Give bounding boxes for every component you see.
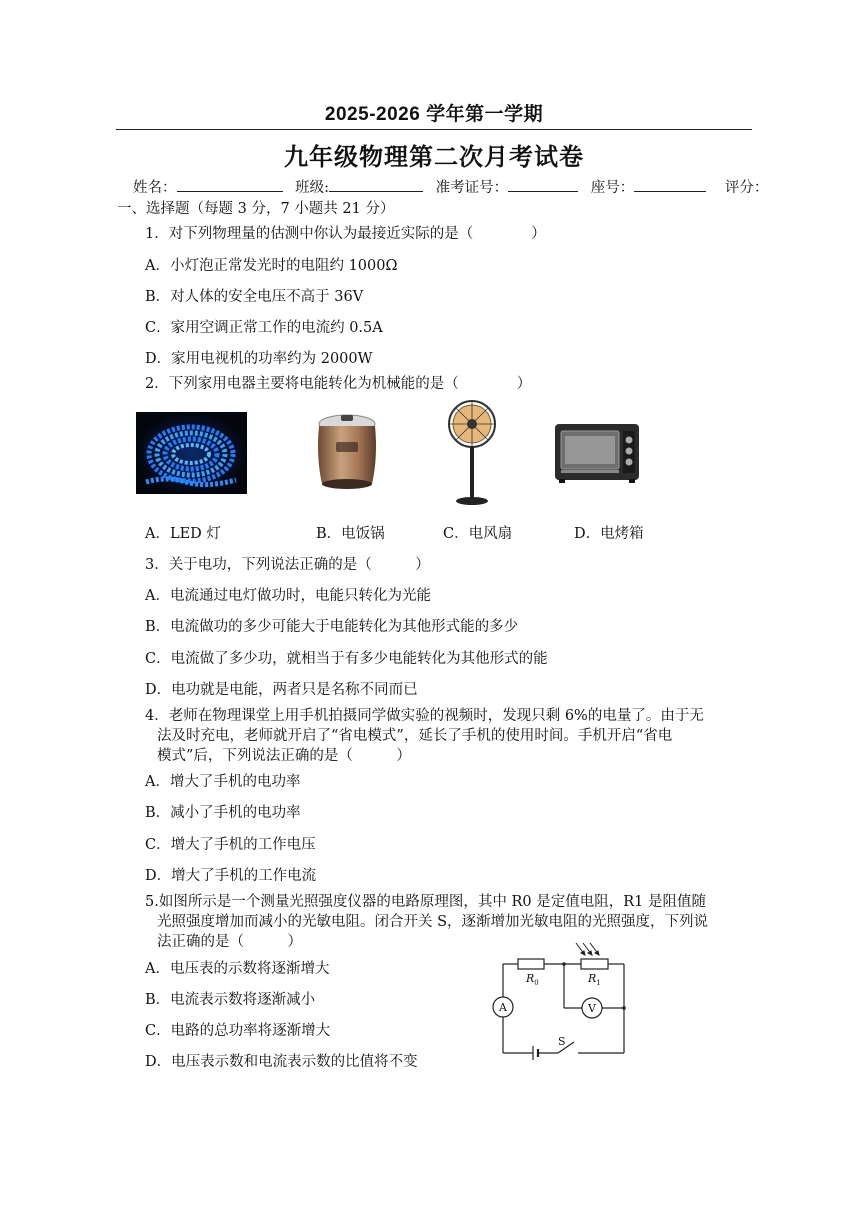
rice-cooker-icon xyxy=(312,412,382,492)
q2-option-c[interactable]: C．电风扇 xyxy=(443,526,513,542)
q5-stem-line2: 光照强度增加而减小的光敏电阻。闭合开关 S，逐渐增加光敏电阻的光照强度，下列说 xyxy=(157,914,709,930)
q1-option-b[interactable]: B．对人体的安全电压不高于 36V xyxy=(145,289,364,305)
name-label: 姓名： xyxy=(133,180,177,196)
exam-no-label: 准考证号： xyxy=(435,180,509,196)
rice-cooker-image xyxy=(312,412,382,492)
exam-no-field[interactable] xyxy=(508,177,578,192)
q2-option-a[interactable]: A．LED 灯 xyxy=(145,526,221,542)
q5-option-a[interactable]: A．电压表的示数将逐渐增大 xyxy=(145,961,330,977)
name-field[interactable] xyxy=(177,177,283,192)
electric-oven-image xyxy=(553,422,641,484)
q5-option-b[interactable]: B．电流表示数将逐渐减小 xyxy=(145,992,316,1008)
class-field[interactable] xyxy=(329,177,423,192)
q4-option-c[interactable]: C．增大了手机的工作电压 xyxy=(145,837,316,853)
r1-label: $R_1$ xyxy=(588,972,601,987)
q1-option-c[interactable]: C．家用空调正常工作的电流约 0.5A xyxy=(145,320,383,336)
q3-option-a[interactable]: A．电流通过电灯做功时，电能只转化为光能 xyxy=(145,588,431,604)
exam-term: 2025-2026 学年第一学期 xyxy=(324,104,544,125)
q5-stem-line3: 法正确的是（ ） xyxy=(157,934,302,950)
q1-option-a[interactable]: A．小灯泡正常发光时的电阻约 1000Ω xyxy=(145,258,398,274)
circuit-diagram xyxy=(488,938,638,1062)
q4-stem-line2: 法及时充电，老师就开启了“省电模式”，延长了手机的使用时间。手机开启“省电 xyxy=(157,728,673,744)
score-label: 评分： xyxy=(724,180,769,196)
q2-stem: 2．下列家用电器主要将电能转化为机械能的是（ ） xyxy=(145,376,532,392)
q4-stem-line1: 4．老师在物理课堂上用手机拍摄同学做实验的视频时，发现只剩 6%的电量了。由于无 xyxy=(145,708,704,724)
seat-field[interactable] xyxy=(634,177,706,192)
electric-fan-image xyxy=(446,398,498,508)
q2-option-d[interactable]: D．电烤箱 xyxy=(574,526,644,542)
fan-icon xyxy=(446,398,498,508)
q3-option-d[interactable]: D．电功就是电能，两者只是名称不同而已 xyxy=(145,682,418,698)
section-heading: 一、选择题（每题 3 分，7 小题共 21 分） xyxy=(117,201,395,217)
light-arrows-icon xyxy=(576,943,599,955)
q5-option-c[interactable]: C．电路的总功率将逐渐增大 xyxy=(145,1023,331,1039)
exam-title: 九年级物理第二次月考试卷 xyxy=(284,143,584,171)
q5-option-d[interactable]: D．电压表示数和电流表示数的比值将不变 xyxy=(145,1054,418,1070)
q4-option-b[interactable]: B．减小了手机的电功率 xyxy=(145,805,301,821)
switch-label: S xyxy=(558,1035,566,1048)
led-coil-icon xyxy=(136,412,247,494)
q3-option-b[interactable]: B．电流做功的多少可能大于电能转化为其他形式能的多少 xyxy=(145,619,519,635)
resistor-r1 xyxy=(581,959,608,969)
class-label: 班级: xyxy=(295,180,329,196)
header-divider xyxy=(116,129,752,130)
q4-stem-line3: 模式”后，下列说法正确的是（ ） xyxy=(157,748,411,764)
circuit-svg xyxy=(488,938,638,1062)
q4-option-d[interactable]: D．增大了手机的工作电流 xyxy=(145,868,317,884)
ammeter-label: A xyxy=(499,1001,507,1014)
student-info-row xyxy=(133,176,768,197)
led-strip-image xyxy=(136,412,247,494)
q3-stem: 3．关于电功，下列说法正确的是（ ） xyxy=(145,557,430,573)
q5-stem-line1: 5.如图所示是一个测量光照强度仪器的电路原理图，其中 R0 是定值电阻，R1 是阻值随 xyxy=(145,894,706,910)
voltmeter-label: V xyxy=(588,1002,596,1015)
q4-option-a[interactable]: A．增大了手机的电功率 xyxy=(145,774,301,790)
seat-label: 座号： xyxy=(590,180,635,196)
r0-label: $R_0$ xyxy=(526,972,539,987)
q1-stem: 1．对下列物理量的估测中你认为最接近实际的是（ ） xyxy=(145,226,546,242)
resistor-r0 xyxy=(518,959,544,969)
q2-option-b[interactable]: B．电饭锅 xyxy=(316,526,385,542)
q3-option-c[interactable]: C．电流做了多少功，就相当于有多少电能转化为其他形式的能 xyxy=(145,651,548,667)
oven-icon xyxy=(553,422,641,484)
q1-option-d[interactable]: D．家用电视机的功率约为 2000W xyxy=(145,351,373,367)
